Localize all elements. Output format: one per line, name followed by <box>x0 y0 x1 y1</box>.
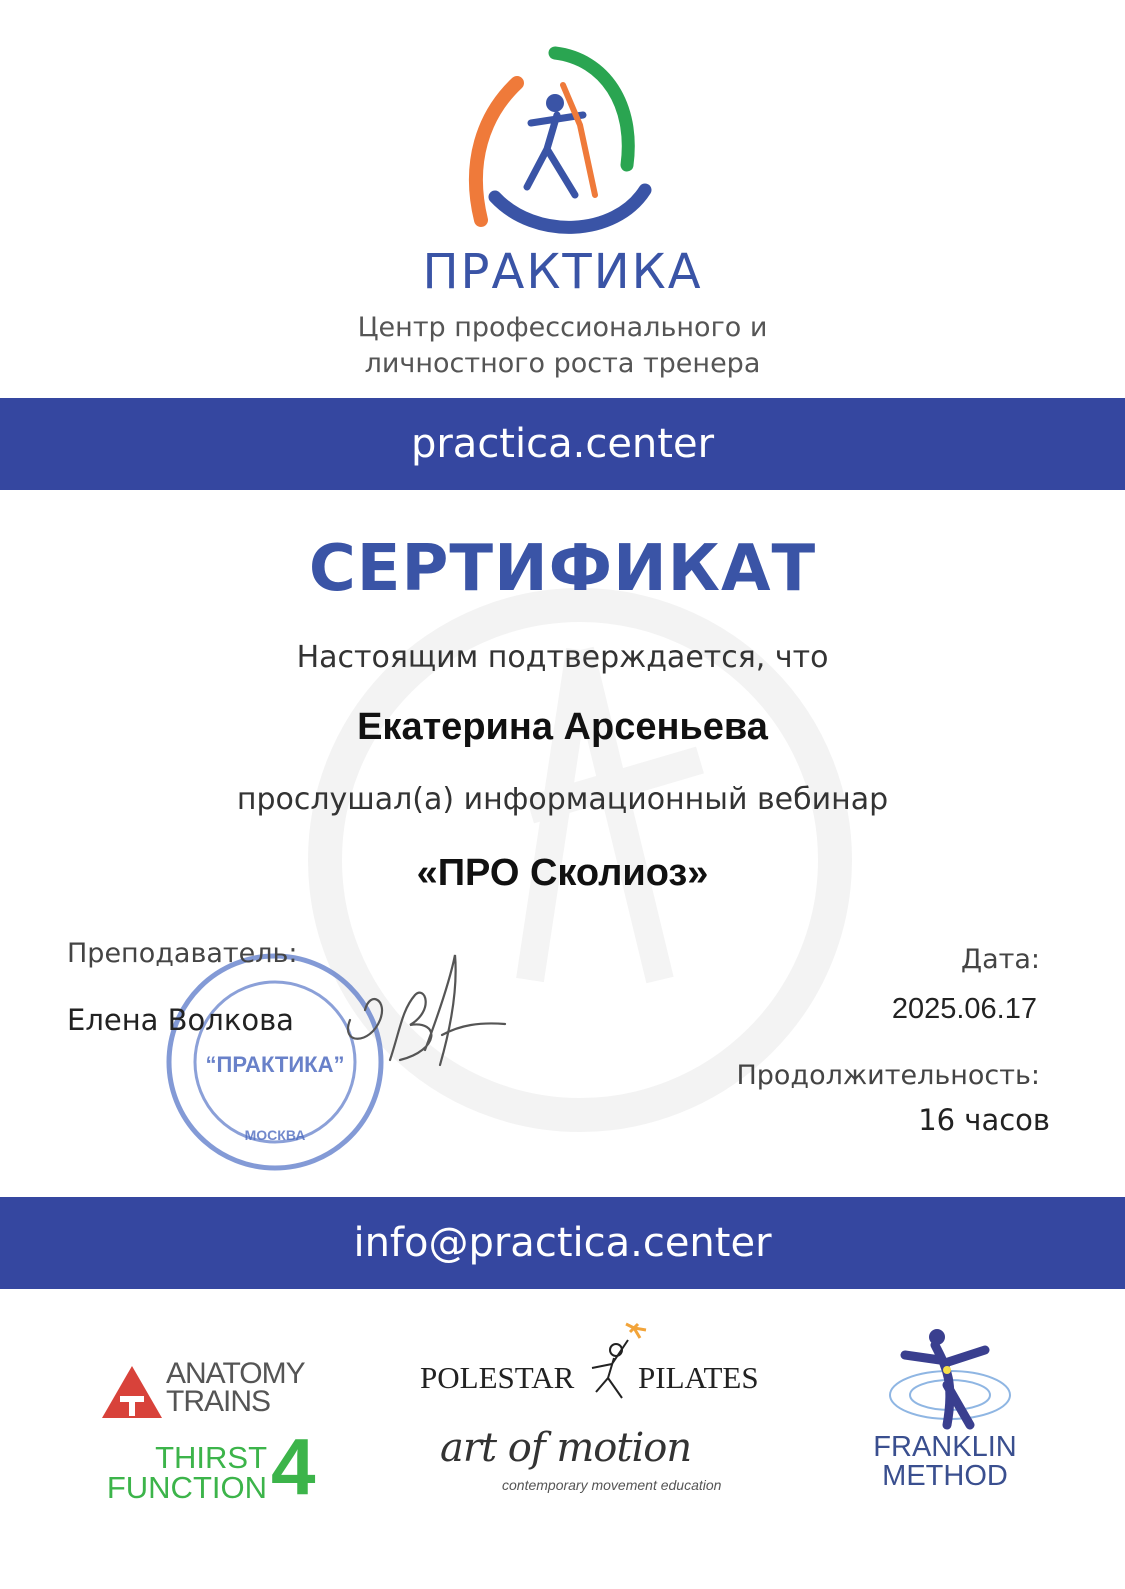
certificate-title: СЕРТИФИКАТ <box>308 532 817 606</box>
franklin-line1: FRANKLIN <box>873 1431 1017 1463</box>
recipient-name: Екатерина Арсеньева <box>357 706 768 748</box>
stamp-city-text: МОСКВА <box>244 1127 306 1143</box>
email-link[interactable]: info@practica.center <box>353 1220 772 1266</box>
franklin-line2: METHOD <box>882 1460 1008 1492</box>
anatomy-trains-line1: ANATOMY <box>166 1357 305 1390</box>
practika-logo-icon <box>455 45 665 240</box>
confirm-text: Настоящим подтверждается, что <box>296 640 829 675</box>
polestar-pilates-logo <box>420 1320 780 1410</box>
franklin-method-logo <box>860 1325 1030 1505</box>
tagline-line-1: Центр профессионального и <box>357 312 768 343</box>
anatomy-trains-line2: TRAINS <box>166 1385 271 1418</box>
art-of-motion-subtitle: contemporary movement education <box>502 1477 722 1493</box>
attended-text: прослушал(а) информационный вебинар <box>236 782 889 817</box>
duration-value: 16 часов <box>918 1103 1050 1137</box>
date-label: Дата: <box>960 944 1040 975</box>
anatomy-trains-logo <box>102 1357 332 1420</box>
brand-name: ПРАКТИКА <box>422 244 703 300</box>
anatomy-trains-triangle-icon <box>102 1366 162 1418</box>
art-of-motion-text: art of motion <box>440 1425 692 1471</box>
duration-label: Продолжительность: <box>736 1060 1040 1091</box>
art-of-motion-logo <box>440 1425 770 1505</box>
thirst-line2: FUNCTION <box>106 1470 267 1505</box>
polestar-right-text: PILATES <box>638 1360 759 1395</box>
course-name: «ПРО Сколиоз» <box>416 852 709 894</box>
stamp-center-text: “ПРАКТИКА” <box>205 1052 345 1077</box>
instructor-name: Елена Волкова <box>67 1003 294 1037</box>
thirst-line1: THIRST <box>155 1440 267 1475</box>
website-link[interactable]: practica.center <box>410 421 715 467</box>
email-banner <box>0 1197 1125 1289</box>
polestar-left-text: POLESTAR <box>420 1360 575 1395</box>
brand-tagline <box>0 310 1125 382</box>
tagline-line-2: личностного роста тренера <box>364 348 761 379</box>
instructor-label: Преподаватель: <box>67 938 298 969</box>
signature <box>330 950 510 1090</box>
thirst-function-logo <box>105 1422 345 1511</box>
thirst-number: 4 <box>271 1422 316 1511</box>
website-banner <box>0 398 1125 490</box>
franklin-dancer-icon <box>875 1325 1015 1435</box>
date-value: 2025.06.17 <box>891 993 1037 1025</box>
